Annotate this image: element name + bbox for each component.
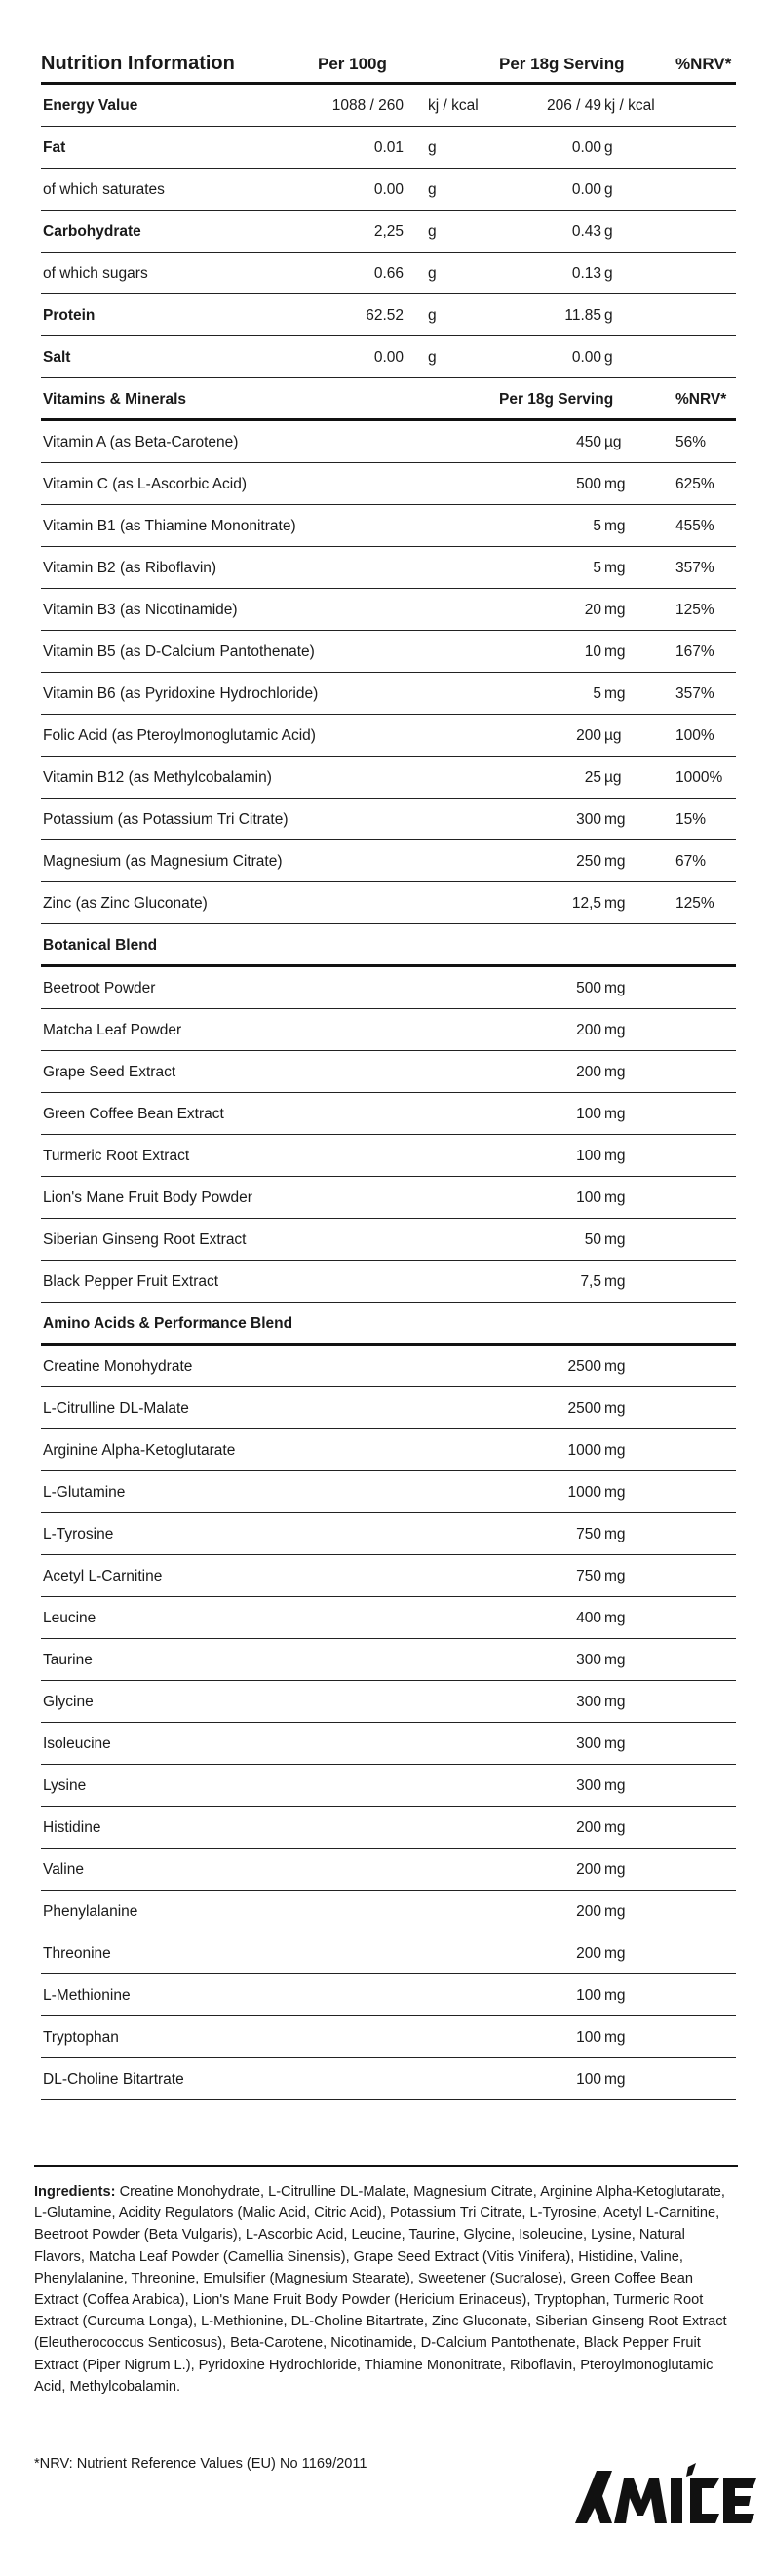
nrv-percent: 625%: [676, 476, 714, 492]
amount-unit: mg: [604, 1484, 626, 1501]
nutrition-row: [41, 211, 736, 253]
nrv-percent: 15%: [676, 811, 707, 828]
table-row: [41, 1891, 736, 1932]
table-row: [41, 1093, 736, 1135]
amount-unit: mg: [604, 1652, 626, 1668]
amount-value: 100: [576, 1987, 601, 2004]
table-row: [41, 1723, 736, 1765]
amount-unit: mg: [604, 1148, 626, 1164]
amount-unit: mg: [604, 853, 626, 870]
ingredient-name: Isoleucine: [43, 1736, 111, 1752]
ingredient-name: Vitamin B6 (as Pyridoxine Hydrochloride): [43, 685, 319, 702]
table-row: [41, 463, 736, 505]
ingredient-name: Turmeric Root Extract: [43, 1148, 190, 1164]
ingredient-name: L-Tyrosine: [43, 1526, 114, 1542]
ingredient-name: Folic Acid (as Pteroylmonoglutamic Acid): [43, 727, 316, 744]
amount-unit: mg: [604, 1610, 626, 1626]
amount-value: 200: [576, 1861, 601, 1878]
nutrition-row: [41, 253, 736, 294]
table-title: Nutrition Information: [41, 53, 235, 74]
table-row: [41, 1807, 736, 1849]
botanical-rows: [41, 967, 736, 1303]
amount-value: 50: [584, 1231, 601, 1248]
ingredient-name: Leucine: [43, 1610, 96, 1626]
nutrient-name: Energy Value: [43, 98, 138, 114]
nrv-percent: 125%: [676, 895, 714, 912]
ingredient-name: Threonine: [43, 1945, 111, 1962]
amount-unit: mg: [604, 1819, 626, 1836]
per-100g-unit: g: [428, 349, 437, 366]
table-row: [41, 757, 736, 799]
table-row: [41, 799, 736, 840]
nrv-percent: 455%: [676, 518, 714, 534]
amount-value: 450: [576, 434, 601, 450]
nutrition-row: [41, 85, 736, 127]
vitamins-nrv-heading: %NRV*: [676, 391, 727, 408]
ingredient-name: Creatine Monohydrate: [43, 1358, 193, 1375]
per-100g-value: 0.00: [373, 349, 404, 366]
per-serving-unit: g: [604, 223, 613, 240]
per-serving-value: 0.43: [571, 223, 601, 240]
per-serving-value: 0.13: [571, 265, 601, 282]
amount-unit: mg: [604, 1442, 626, 1459]
ingredient-name: L-Citrulline DL-Malate: [43, 1400, 189, 1417]
amino-title: Amino Acids & Performance Blend: [43, 1315, 293, 1332]
amount-unit: µg: [604, 727, 622, 744]
amount-unit: mg: [604, 1777, 626, 1794]
brand-logo-mark: [575, 2463, 756, 2523]
nutrient-name: Protein: [43, 307, 96, 324]
nrv-percent: 357%: [676, 685, 714, 702]
botanical-section-header: [41, 924, 736, 967]
ingredient-name: Lysine: [43, 1777, 87, 1794]
ingredient-name: Siberian Ginseng Root Extract: [43, 1231, 247, 1248]
amount-unit: mg: [604, 1022, 626, 1038]
amount-unit: mg: [604, 1861, 626, 1878]
table-row: [41, 1849, 736, 1891]
table-row: [41, 1219, 736, 1261]
ingredient-name: Vitamin B1 (as Thiamine Mononitrate): [43, 518, 296, 534]
table-row: [41, 882, 736, 924]
nutrient-name: of which sugars: [43, 265, 148, 282]
nutrient-name: Fat: [43, 139, 66, 156]
table-row: [41, 547, 736, 589]
amount-value: 300: [576, 1694, 601, 1710]
amount-unit: mg: [604, 1273, 626, 1290]
per-serving-unit: g: [604, 265, 613, 282]
amount-unit: mg: [604, 476, 626, 492]
vitamins-rows: [41, 421, 736, 924]
amount-value: 200: [576, 1945, 601, 1962]
table-row: [41, 1471, 736, 1513]
amount-unit: mg: [604, 1694, 626, 1710]
table-row: [41, 1974, 736, 2016]
amount-unit: mg: [604, 685, 626, 702]
amount-unit: mg: [604, 1526, 626, 1542]
table-row: [41, 840, 736, 882]
amount-unit: mg: [604, 1903, 626, 1920]
table-row: [41, 1513, 736, 1555]
ingredient-name: Phenylalanine: [43, 1903, 138, 1920]
amount-unit: mg: [604, 811, 626, 828]
ingredient-name: Histidine: [43, 1819, 101, 1836]
amount-unit: mg: [604, 518, 626, 534]
amount-value: 100: [576, 1190, 601, 1206]
amount-unit: µg: [604, 769, 622, 786]
amount-unit: mg: [604, 1106, 626, 1122]
amount-unit: mg: [604, 1231, 626, 1248]
amount-value: 400: [576, 1610, 601, 1626]
ingredient-name: Taurine: [43, 1652, 93, 1668]
amount-value: 25: [584, 769, 601, 786]
nrv-percent: 167%: [676, 644, 714, 660]
table-row: [41, 715, 736, 757]
nutrition-row: [41, 336, 736, 378]
table-row: [41, 2016, 736, 2058]
amount-unit: mg: [604, 560, 626, 576]
nutrient-name: Salt: [43, 349, 71, 366]
amount-value: 5: [593, 518, 601, 534]
table-row: [41, 1429, 736, 1471]
ingredient-name: L-Methionine: [43, 1987, 131, 2004]
nrv-percent: 67%: [676, 853, 707, 870]
per-serving-value: 11.85: [564, 307, 601, 324]
amount-value: 300: [576, 1652, 601, 1668]
amount-unit: mg: [604, 2029, 626, 2046]
per-100g-value: 62.52: [366, 307, 404, 324]
amount-value: 100: [576, 1106, 601, 1122]
nutrition-panel: [41, 45, 736, 2100]
ingredients-text: Creatine Monohydrate, L-Citrulline DL-Malate, Magnesium Citrate, Arginine Alpha-Ketoglutarate, L-Glutamine, Acidity Regulators (Malic Acid, Citric Acid), Potassium Tri Citrate, L-Tyrosine, Acetyl L-Carnitine, Beetroot Powder (Beta Vulgaris), L-Ascorbic Acid, Leucine, Taurine, Glycine, Isoleucine, Lysine, Natural Flavors, Matcha Leaf Powder (Camellia Sinensis), Grape Seed Extract (Vitis Vinifera), Histidine, Valine, Phenylalanine, Threonine, Emulsifier (Magnesium Stearate), Sweetener (Sucralose), Green Coffee Bean Extract (Coffea Arabica), Lion's Mane Fruit Body Powder (Hericium Erinaceus), Tryptophan, Turmeric Root Extract (Curcuma Longa), L-Methionine, DL-Choline Bitartrate, Zinc Gluconate, Siberian Ginseng Root Extract (Eleutherococcus Senticosus), Beta-Carotene, Nicotinamide, D-Calcium Pantothenate, Black Pepper Fruit Extract (Piper Nigrum L.), Pyridoxine Hydrochloride, Thiamine Mononitrate, Riboflavin, Pteroylmonoglutamic Acid, Methylcobalamin.: [34, 2184, 727, 2395]
amount-value: 200: [576, 727, 601, 744]
amount-unit: mg: [604, 2071, 626, 2088]
amount-unit: mg: [604, 602, 626, 618]
ingredient-name: Vitamin B5 (as D-Calcium Pantothenate): [43, 644, 315, 660]
ingredient-name: Grape Seed Extract: [43, 1064, 176, 1080]
ingredient-name: Tryptophan: [43, 2029, 119, 2046]
per-serving-unit: g: [604, 181, 613, 198]
per-100g-unit: g: [428, 139, 437, 156]
amount-unit: mg: [604, 1987, 626, 2004]
per-100g-value: 0.01: [373, 139, 404, 156]
vitamins-per-serving-heading: Per 18g Serving: [499, 391, 614, 408]
amount-unit: mg: [604, 1736, 626, 1752]
amount-value: 1000: [567, 1442, 601, 1459]
amount-value: 300: [576, 1777, 601, 1794]
nrv-percent: 357%: [676, 560, 714, 576]
amount-unit: mg: [604, 1945, 626, 1962]
amount-value: 300: [576, 1736, 601, 1752]
ingredient-name: Zinc (as Zinc Gluconate): [43, 895, 208, 912]
table-header: [41, 45, 736, 85]
per-serving-unit: g: [604, 139, 613, 156]
table-row: [41, 421, 736, 463]
table-row: [41, 1051, 736, 1093]
amount-value: 200: [576, 1903, 601, 1920]
amount-value: 750: [576, 1526, 601, 1542]
table-row: [41, 1765, 736, 1807]
ingredient-name: L-Glutamine: [43, 1484, 126, 1501]
nrv-percent: 100%: [676, 727, 714, 744]
nrv-footnote: *NRV: Nutrient Reference Values (EU) No 1169/2011: [34, 2456, 367, 2472]
ingredient-name: Black Pepper Fruit Extract: [43, 1273, 219, 1290]
ingredients-label: Ingredients:: [34, 2184, 116, 2200]
amount-value: 2500: [567, 1400, 601, 1417]
ingredient-name: Matcha Leaf Powder: [43, 1022, 182, 1038]
nrv-percent: 56%: [676, 434, 707, 450]
ingredient-name: Vitamin B12 (as Methylcobalamin): [43, 769, 272, 786]
per-serving-unit: kj / kcal: [604, 98, 655, 114]
amount-value: 5: [593, 560, 601, 576]
per-100g-unit: g: [428, 181, 437, 198]
table-row: [41, 1009, 736, 1051]
per-100g-unit: g: [428, 307, 437, 324]
nutrient-name: Carbohydrate: [43, 223, 141, 240]
table-row: [41, 505, 736, 547]
amount-value: 5: [593, 685, 601, 702]
amount-value: 500: [576, 476, 601, 492]
amount-value: 10: [584, 644, 601, 660]
botanical-title: Botanical Blend: [43, 937, 158, 954]
table-row: [41, 1387, 736, 1429]
ingredient-name: Glycine: [43, 1694, 94, 1710]
per-100g-unit: kj / kcal: [428, 98, 479, 114]
per-100g-unit: g: [428, 223, 437, 240]
amount-unit: mg: [604, 895, 626, 912]
amount-value: 1000: [567, 1484, 601, 1501]
per-serving-value: 206 / 49: [546, 98, 601, 114]
amount-value: 300: [576, 811, 601, 828]
vitamins-section-header: [41, 378, 736, 421]
brand-logo: [573, 2461, 758, 2527]
ingredient-name: Vitamin B3 (as Nicotinamide): [43, 602, 238, 618]
vitamins-title: Vitamins & Minerals: [43, 391, 187, 408]
amount-unit: mg: [604, 1358, 626, 1375]
table-row: [41, 1681, 736, 1723]
ingredient-name: Vitamin C (as L-Ascorbic Acid): [43, 476, 248, 492]
per-serving-value: 0.00: [571, 139, 601, 156]
table-row: [41, 1639, 736, 1681]
ingredient-name: Lion's Mane Fruit Body Powder: [43, 1190, 252, 1206]
amount-unit: mg: [604, 644, 626, 660]
ingredient-name: Valine: [43, 1861, 84, 1878]
table-row: [41, 1555, 736, 1597]
amount-value: 250: [576, 853, 601, 870]
amount-value: 20: [584, 602, 601, 618]
amount-unit: mg: [604, 1190, 626, 1206]
amount-value: 200: [576, 1819, 601, 1836]
table-row: [41, 1135, 736, 1177]
amount-unit: mg: [604, 1064, 626, 1080]
ingredient-name: Potassium (as Potassium Tri Citrate): [43, 811, 289, 828]
amount-value: 100: [576, 2071, 601, 2088]
nutrition-row: [41, 127, 736, 169]
ingredient-name: Vitamin A (as Beta-Carotene): [43, 434, 239, 450]
per-100g-value: 2,25: [373, 223, 404, 240]
table-row: [41, 1177, 736, 1219]
nutrition-row: [41, 169, 736, 211]
ingredient-name: Acetyl L-Carnitine: [43, 1568, 163, 1584]
ingredients-block: [34, 2165, 738, 2398]
amount-value: 200: [576, 1022, 601, 1038]
per-100g-unit: g: [428, 265, 437, 282]
per-serving-heading: Per 18g Serving: [499, 55, 625, 73]
nrv-heading: %NRV*: [676, 55, 732, 73]
ingredient-name: Arginine Alpha-Ketoglutarate: [43, 1442, 236, 1459]
amount-unit: mg: [604, 980, 626, 996]
ingredient-name: Magnesium (as Magnesium Citrate): [43, 853, 283, 870]
amount-value: 100: [576, 2029, 601, 2046]
nutrient-name: of which saturates: [43, 181, 165, 198]
table-row: [41, 1346, 736, 1387]
per-serving-unit: g: [604, 307, 613, 324]
amino-rows: [41, 1346, 736, 2100]
table-row: [41, 967, 736, 1009]
amount-value: 7,5: [580, 1273, 601, 1290]
nrv-percent: 1000%: [676, 769, 723, 786]
table-row: [41, 673, 736, 715]
amount-value: 750: [576, 1568, 601, 1584]
nutrition-rows: [41, 85, 736, 378]
amount-value: 12,5: [571, 895, 601, 912]
table-row: [41, 1597, 736, 1639]
amount-unit: µg: [604, 434, 622, 450]
amino-section-header: [41, 1303, 736, 1346]
amount-value: 2500: [567, 1358, 601, 1375]
nutrition-row: [41, 294, 736, 336]
table-row: [41, 631, 736, 673]
table-row: [41, 1261, 736, 1303]
amount-unit: mg: [604, 1568, 626, 1584]
amount-value: 200: [576, 1064, 601, 1080]
table-row: [41, 1932, 736, 1974]
nrv-percent: 125%: [676, 602, 714, 618]
amount-unit: mg: [604, 1400, 626, 1417]
table-row: [41, 589, 736, 631]
table-row: [41, 2058, 736, 2100]
amount-value: 500: [576, 980, 601, 996]
per-serving-value: 0.00: [571, 349, 601, 366]
per-100g-value: 0.00: [373, 181, 404, 198]
ingredient-name: Vitamin B2 (as Riboflavin): [43, 560, 217, 576]
amount-value: 100: [576, 1148, 601, 1164]
per-serving-value: 0.00: [571, 181, 601, 198]
ingredient-name: Green Coffee Bean Extract: [43, 1106, 224, 1122]
ingredient-name: Beetroot Powder: [43, 980, 156, 996]
per-100g-value: 0.66: [373, 265, 404, 282]
per-100g-value: 1088 / 260: [331, 98, 404, 114]
per-serving-unit: g: [604, 349, 613, 366]
ingredient-name: DL-Choline Bitartrate: [43, 2071, 184, 2088]
per-100g-heading: Per 100g: [318, 55, 387, 73]
